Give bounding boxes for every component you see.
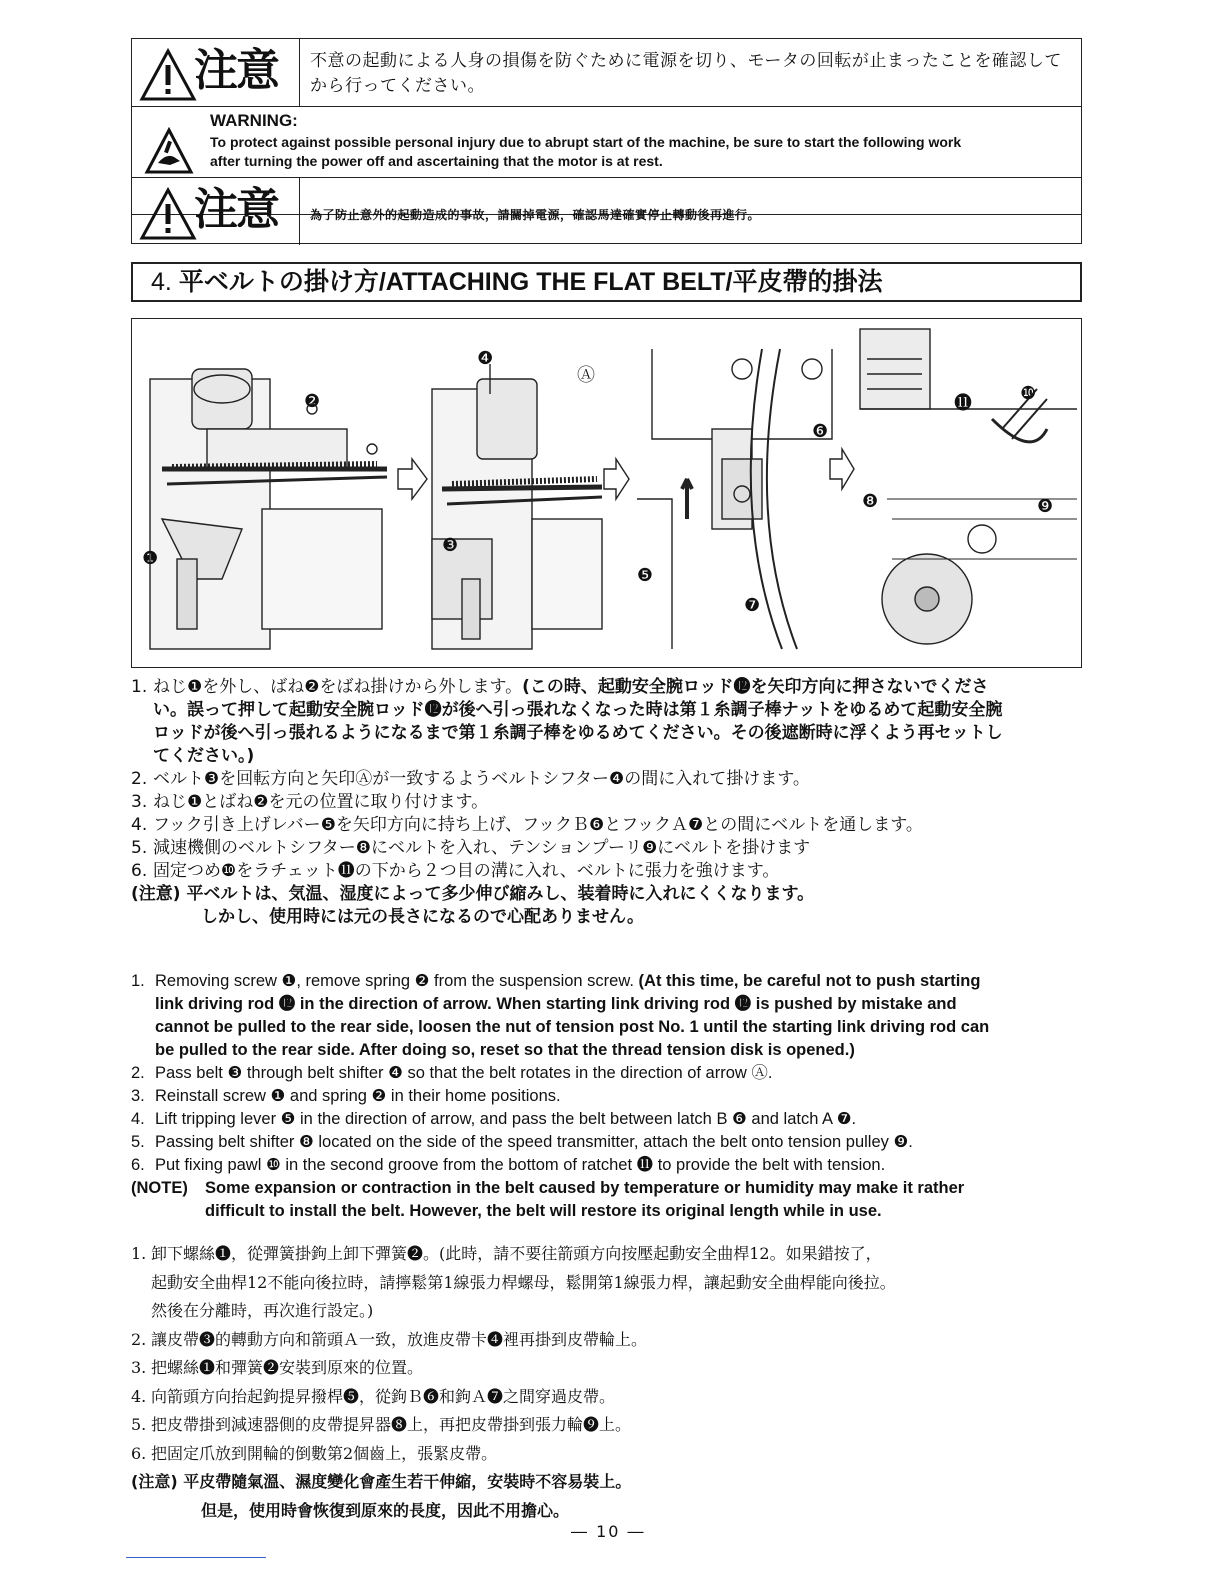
section-title-text: 平ベルトの掛け方/ATTACHING THE FLAT BELT/平皮帶的掛法 — [178, 268, 883, 296]
jp-note-line-1: (注意) 平ベルトは、気温、湿度によって多少伸び縮みし、装着時に入れにくくなります。 — [131, 884, 815, 904]
machine-illustration — [132, 319, 1083, 669]
jp-item-1: 1. ねじ❶を外し、ばね❷をばね掛けから外します。(この時、起動安全腕ロッド⓬を矢印方向に押さないでくださ い。誤って押して起動安全腕ロッド⓬が後へ引っ張れなくなった時は第１糸調子棒ナットをゆるめて起動安全腕 ロッドが後へ引っ張れるようになるまで第１糸調子棒をゆるめてください。その後遮断時に浮くよう再セットし てください。) — [131, 677, 1003, 766]
en-instructions — [131, 970, 1091, 1223]
zh-item-2: 2. 讓皮帶❸的轉動方向和箭頭Ａ一致，放進皮帶卡❹裡再掛到皮帶輪上。 — [131, 1329, 648, 1349]
en-item-2: 2. Pass belt ❸ through belt shifter ❹ so that the belt rotates in the direction of arrow Ⓐ. — [131, 1064, 773, 1082]
en-item-6: 6. Put fixing pawl ❿ in the second groove from the bottom of ratchet ⓫ to provide the belt with tension. — [131, 1156, 886, 1174]
section-title — [131, 262, 1082, 302]
footer-rule — [126, 1557, 266, 1558]
warning-title: WARNING: — [210, 111, 298, 130]
caution-row-chinese — [132, 177, 1081, 245]
zh-instructions — [131, 1240, 1091, 1525]
zh-item-6: 6. 把固定爪放到開輪的倒數第2個齒上，張緊皮帶。 — [131, 1443, 498, 1463]
section-number: 4. — [151, 268, 172, 296]
callout-4: ❹ — [477, 348, 494, 369]
jp-item-5: 5. 減速機側のベルトシフター❽にベルトを入れ、テンションプーリ❾にベルトを掛けます — [131, 838, 811, 858]
en-item-4: 4. Lift tripping lever ❺ in the direction of arrow, and pass the belt between latch B ❻ and latch A ❼. — [131, 1110, 857, 1128]
jp-instructions — [131, 676, 1091, 929]
jp-item-3: 3. ねじ❶とばね❷を元の位置に取り付けます。 — [131, 792, 489, 812]
callout-2: ❷ — [304, 391, 321, 412]
en-item-3: 3. Reinstall screw ❶ and spring ❷ in their home positions. — [131, 1087, 561, 1105]
callout-3: ❸ — [442, 535, 459, 556]
caution-kanji: 注意 — [194, 45, 278, 96]
en-item-1: 1. Removing screw ❶, remove spring ❷ from the suspension screw. (At this time, be careful not to push starting link driving rod ⓬ in the direction of arrow. When starting link driving rod ⓬ is pushed by mistake and cannot be pulled to the rear side, loosen the nut of tension post No. 1 until the starting link driving rod can be pulled to the rear side. After doing so, reset so that the thread tension disk is opened.) — [131, 972, 990, 1059]
hand-warning-icon — [144, 127, 194, 177]
callout-9: ❾ — [1037, 496, 1054, 517]
en-note-line-2: difficult to install the belt. However, the belt will restore its original length while in use. — [205, 1202, 882, 1220]
zh-item-5: 5. 把皮帶掛到減速器側的皮帶提昇器❽上，再把皮帶掛到張力輪❾上。 — [131, 1415, 632, 1434]
callout-7: ❼ — [744, 595, 761, 616]
caution-symbol-cell — [132, 39, 300, 106]
jp-item-2: 2. ベルト❸を回転方向と矢印Ⓐが一致するようベルトシフター❹の間に入れて掛けます。 — [131, 769, 810, 789]
panel-2-illustration — [432, 364, 602, 649]
callout-5: ❺ — [637, 565, 654, 586]
caution-kanji-zh: 注意 — [194, 184, 278, 235]
caution-box — [131, 38, 1082, 244]
callout-8: ❽ — [862, 491, 879, 512]
callout-1: ❶ — [142, 548, 159, 569]
page-number: ― 10 ― — [571, 1522, 646, 1541]
panel-3-illustration — [637, 349, 832, 649]
warning-line-2: after turning the power off and ascertaining that the motor is at rest. — [210, 153, 663, 169]
caution-jp-text: 不意の起動による人身の損傷を防ぐために電源を切り、モータの回転が止まったことを確認してから行ってください。 — [310, 51, 1062, 96]
warning-triangle-icon — [138, 47, 198, 103]
zh-note-line-1: (注意) 平皮帶隨氣溫、濕度變化會產生若干伸縮，安裝時不容易裝上。 — [131, 1472, 632, 1491]
panel-1-illustration — [150, 369, 387, 649]
callout-11: ⓫ — [954, 393, 972, 414]
callout-a: Ⓐ — [577, 365, 595, 386]
panel-4-illustration — [860, 329, 1077, 644]
en-item-5: 5. Passing belt shifter ❽ located on the side of the speed transmitter, attach the belt onto tension pulley ❾. — [131, 1133, 913, 1151]
belt-attachment-figure — [131, 318, 1082, 668]
caution-zh-text: 為了防止意外的起動造成的事故，請關掉電源，確認馬達確實停止轉動後再進行。 — [310, 208, 761, 222]
callout-10: ❿ — [1020, 383, 1037, 404]
zh-item-3: 3. 把螺絲❶和彈簧❷安裝到原來的位置。 — [131, 1358, 424, 1377]
zh-item-1: 1. 卸下螺絲❶，從彈簧掛鉤上卸下彈簧❷。(此時，請不要往箭頭方向按壓起動安全曲桿12。如果錯按了， 起動安全曲桿12不能向後拉時，請擰鬆第1線張力桿螺母，鬆開第1線張力桿，讓起動安全曲桿能向後拉。 然後在分離時，再次進行設定。) — [131, 1244, 896, 1320]
warning-body — [210, 133, 1071, 171]
warning-triangle-icon — [138, 186, 198, 242]
warning-line-1: To protect against possible personal injury due to abrupt start of the machine, be sure to start the following work — [210, 134, 962, 150]
callout-6: ❻ — [812, 421, 829, 442]
caution-row-japanese — [132, 39, 1081, 107]
en-note-line-1: Some expansion or contraction in the belt caused by temperature or humidity may make it rather — [205, 1179, 965, 1197]
zh-note-line-2: 但是，使用時會恢復到原來的長度，因此不用擔心。 — [201, 1500, 570, 1520]
zh-item-4: 4. 向箭頭方向抬起鉤提昇撥桿❺，從鉤Ｂ❻和鉤Ａ❼之間穿過皮帶。 — [131, 1386, 616, 1406]
jp-item-4: 4. フック引き上げレバー❺を矢印方向に持ち上げ、フックＢ❻とフックＡ❼との間にベルトを通します。 — [131, 815, 923, 835]
jp-item-6: 6. 固定つめ❿をラチェット⓫の下から２つ目の溝に入れ、ベルトに張力を強けます。 — [131, 861, 780, 881]
jp-note-line-2: しかし、使用時には元の長さになるので心配ありません。 — [201, 907, 645, 927]
en-note: (NOTE) Some expansion or contraction in the belt caused by temperature or humidity may make it rather difficult to install the belt. However, the belt will restore its original length while in use. — [131, 1177, 1091, 1223]
caution-symbol-cell-zh — [132, 178, 300, 245]
